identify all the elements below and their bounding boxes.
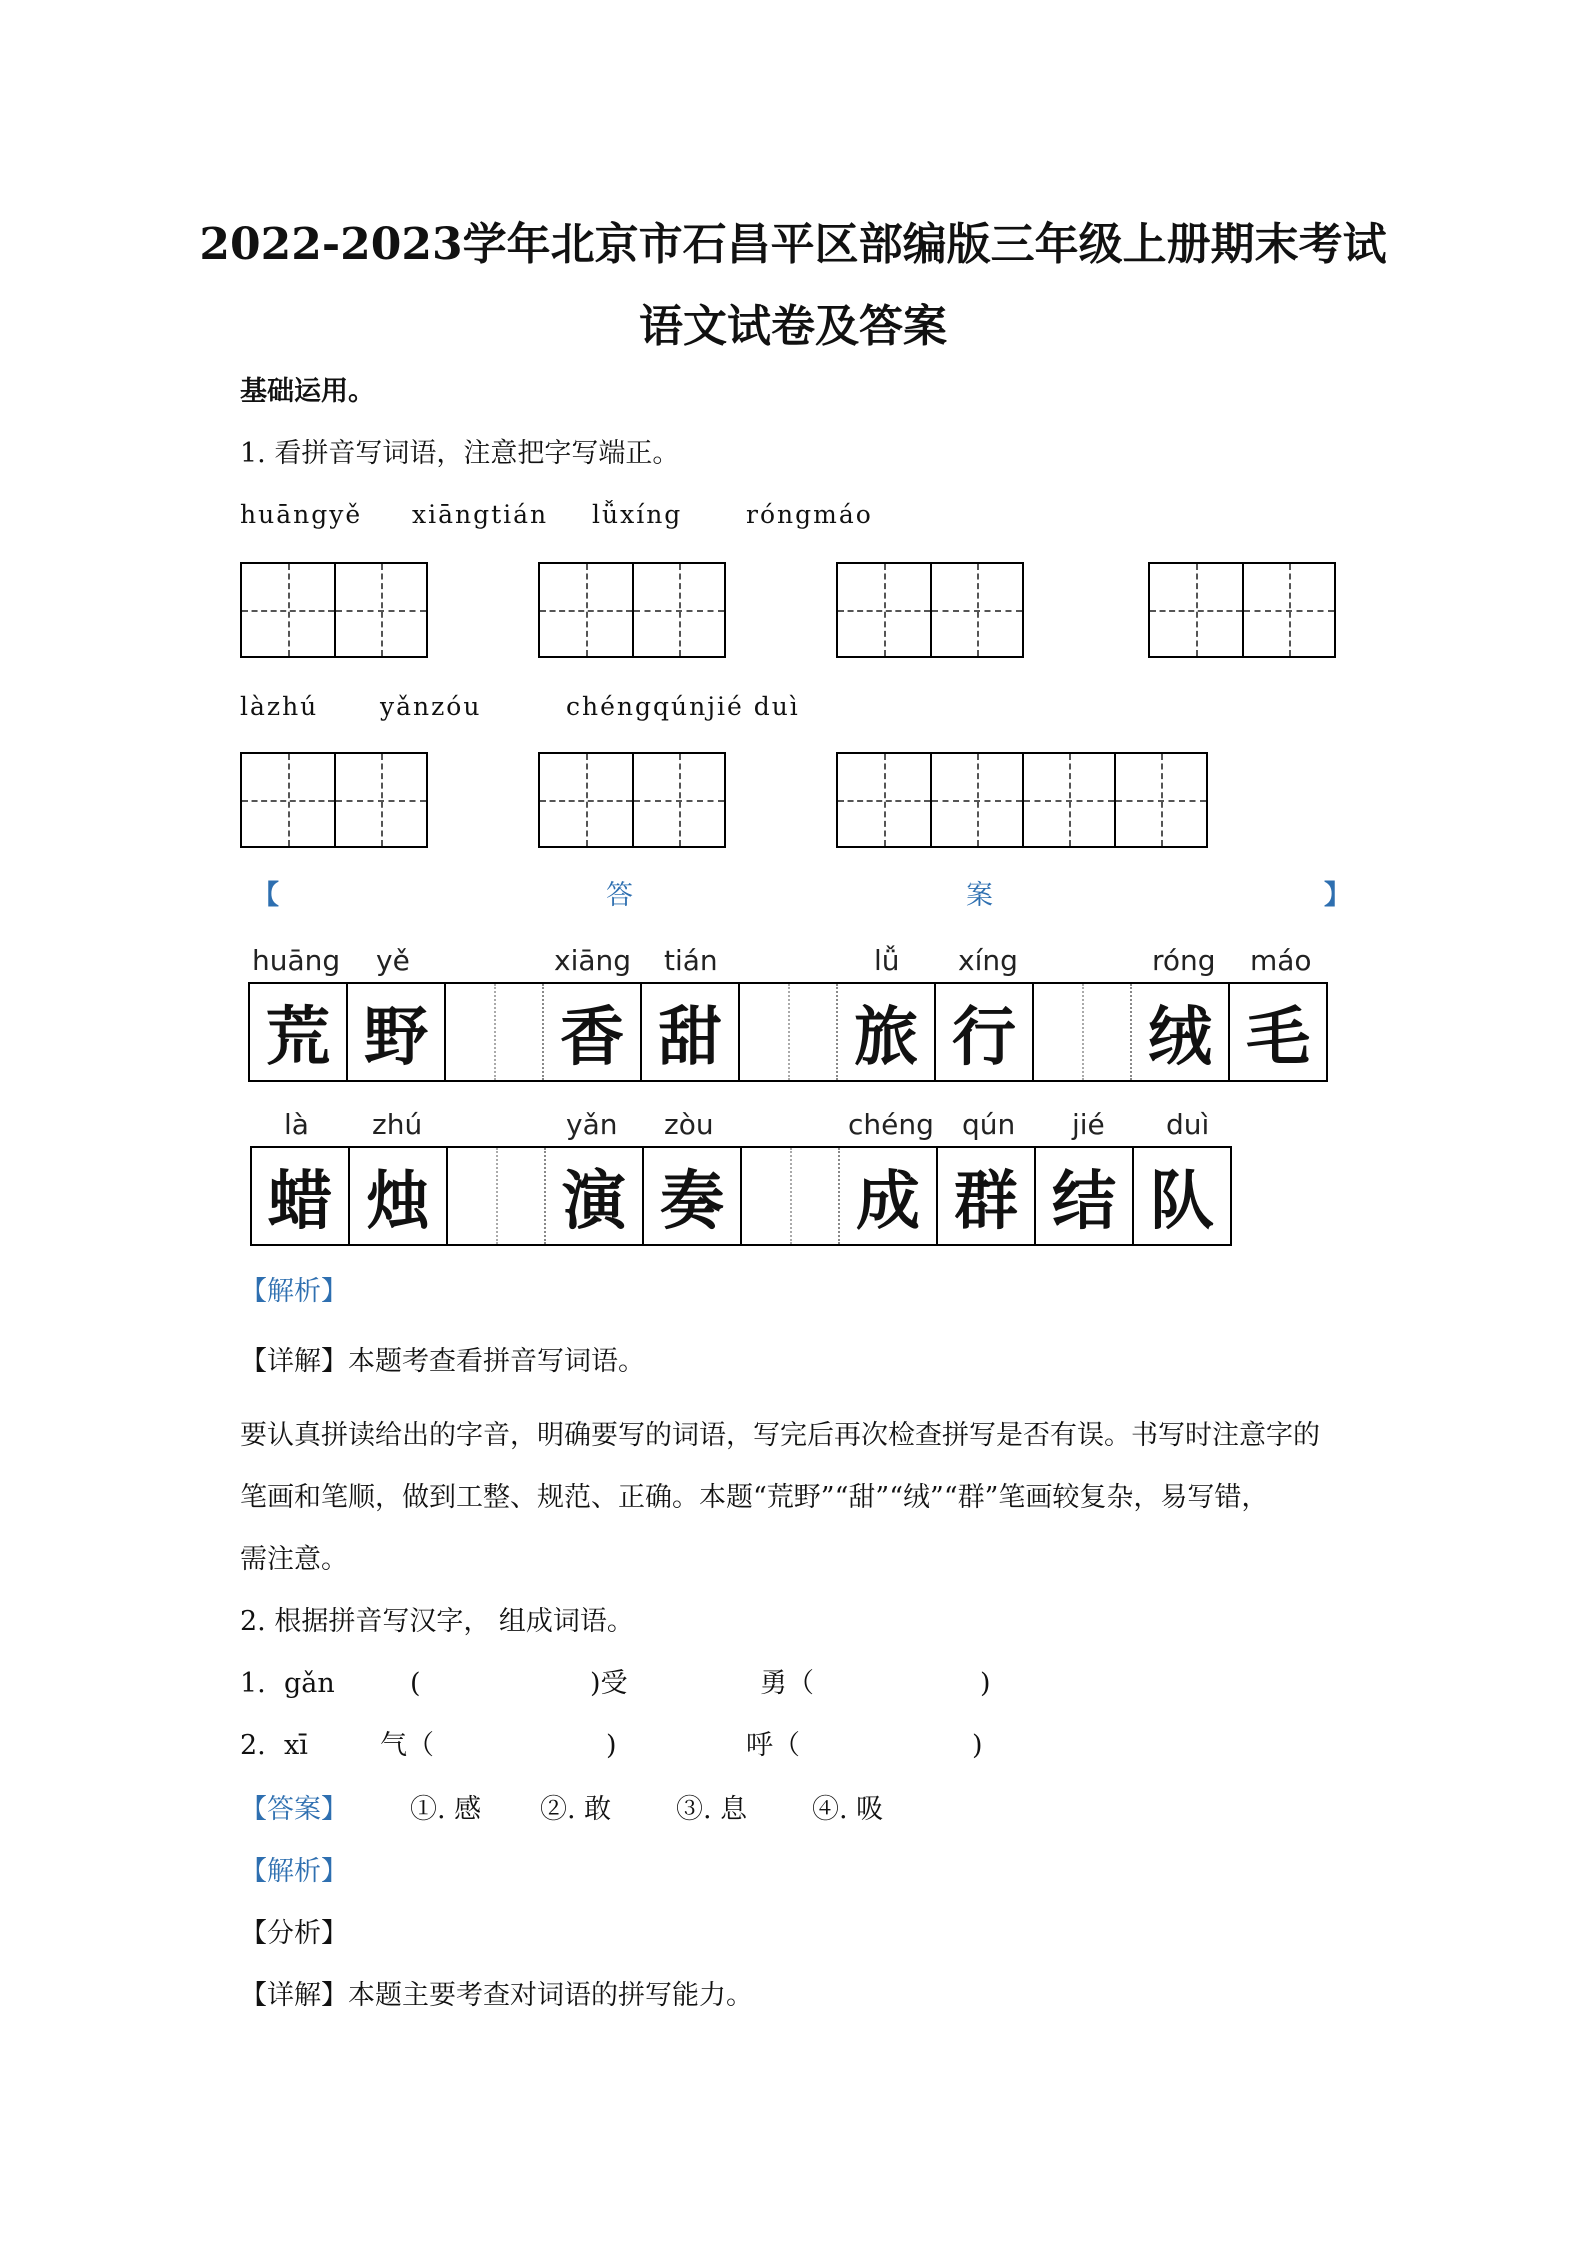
ans-blank-cell xyxy=(742,1148,840,1244)
q1-pinyin-3: lǚxíng xyxy=(592,500,683,529)
q1-pinyin-7: chéngqúnjié duì xyxy=(566,692,800,721)
answer-label-close: 】 xyxy=(1324,880,1351,911)
q2-analysis-label: 【解析】 xyxy=(240,1856,348,1887)
ans-pinyin: là xyxy=(284,1108,309,1141)
q1-pinyin-1: huāngyě xyxy=(240,500,363,529)
ans-char: 队 xyxy=(1134,1148,1232,1244)
ans-pinyin: zhú xyxy=(372,1108,423,1141)
q1-para-1: 要认真拼读给出的字音，明确要写的词语，写完后再次检查拼写是否有误。书写时注意字的 xyxy=(240,1420,1320,1451)
q2-answer-3: ③. 息 xyxy=(676,1794,748,1825)
ans-pinyin: chéng xyxy=(848,1108,934,1141)
ans-pinyin: qún xyxy=(962,1108,1016,1141)
ans-char: 成 xyxy=(840,1148,938,1244)
q1-pinyin-2: xiāngtián xyxy=(412,500,549,529)
ans-blank-cell xyxy=(740,984,838,1080)
writing-box-4[interactable] xyxy=(1148,562,1336,658)
q2-prompt: 2. 根据拼音写汉字， 组成词语。 xyxy=(240,1606,634,1637)
writing-box-7[interactable] xyxy=(836,752,1208,848)
q2-item1-pinyin: gǎn xyxy=(284,1668,335,1699)
answer-grid-row2 xyxy=(250,1146,1232,1246)
ans-pinyin: róng xyxy=(1152,944,1216,977)
answer-label-char1: 答 xyxy=(606,880,633,911)
writing-box-2[interactable] xyxy=(538,562,726,658)
analysis-label: 【解析】 xyxy=(240,1276,348,1307)
q2-answer-1: ①. 感 xyxy=(410,1794,482,1825)
q2-item1-right: 勇（ xyxy=(760,1668,814,1699)
ans-char: 烛 xyxy=(350,1148,448,1244)
ans-char: 甜 xyxy=(642,984,740,1080)
ans-char: 绒 xyxy=(1132,984,1230,1080)
ans-pinyin: máo xyxy=(1250,944,1312,977)
writing-box-6[interactable] xyxy=(538,752,726,848)
ans-char: 演 xyxy=(546,1148,644,1244)
writing-box-5[interactable] xyxy=(240,752,428,848)
ans-pinyin: duì xyxy=(1166,1108,1210,1141)
q2-item2-left-close: ) xyxy=(606,1730,617,1761)
ans-char: 结 xyxy=(1036,1148,1134,1244)
ans-char: 旅 xyxy=(838,984,936,1080)
q2-item2-left: 气（ xyxy=(380,1730,434,1761)
ans-char: 群 xyxy=(938,1148,1036,1244)
q2-item1-open: ( xyxy=(410,1668,421,1699)
answer-label-open: 【 xyxy=(252,880,279,911)
ans-char: 蜡 xyxy=(252,1148,350,1244)
q2-detail: 【详解】本题主要考查对词语的拼写能力。 xyxy=(240,1980,753,2011)
ans-char: 荒 xyxy=(250,984,348,1080)
writing-box-3[interactable] xyxy=(836,562,1024,658)
document-title-line2: 语文试卷及答案 xyxy=(639,301,947,352)
q1-pinyin-5: làzhú xyxy=(240,692,319,721)
ans-pinyin: yě xyxy=(376,944,410,977)
q2-answer-2: ②. 敢 xyxy=(540,1794,612,1825)
q1-para-3: 需注意。 xyxy=(240,1544,348,1575)
ans-pinyin: zòu xyxy=(664,1108,714,1141)
ans-pinyin: jié xyxy=(1072,1108,1105,1141)
ans-pinyin: xíng xyxy=(958,944,1018,977)
q2-answer-label: 【答案】 xyxy=(240,1794,348,1825)
answer-label-char2: 案 xyxy=(966,880,993,911)
q2-item2-right-close: ) xyxy=(972,1730,983,1761)
ans-pinyin: lǚ xyxy=(874,944,900,977)
ans-char: 毛 xyxy=(1230,984,1328,1080)
ans-pinyin: tián xyxy=(664,944,718,977)
q1-para-2: 笔画和笔顺，做到工整、规范、正确。本题“荒野”“甜”“绒”“群”笔画较复杂，易写错， xyxy=(240,1482,1269,1513)
ans-pinyin: huāng xyxy=(252,944,341,977)
ans-char: 香 xyxy=(544,984,642,1080)
q2-answer-4: ④. 吸 xyxy=(812,1794,884,1825)
q1-prompt: 1. 看拼音写词语，注意把字写端正。 xyxy=(240,438,680,469)
ans-blank-cell xyxy=(446,984,544,1080)
ans-blank-cell xyxy=(448,1148,546,1244)
ans-blank-cell xyxy=(1034,984,1132,1080)
ans-char: 奏 xyxy=(644,1148,742,1244)
ans-pinyin: yǎn xyxy=(566,1108,618,1141)
q2-fenxi-label: 【分析】 xyxy=(240,1918,348,1949)
ans-pinyin: xiāng xyxy=(554,944,632,977)
q1-pinyin-4: róngmáo xyxy=(746,500,873,529)
q2-item2-num: 2. xyxy=(240,1730,266,1761)
q2-item1-num: 1. xyxy=(240,1668,266,1699)
ans-char: 野 xyxy=(348,984,446,1080)
q1-pinyin-6: yǎnzóu xyxy=(380,692,482,721)
ans-char: 行 xyxy=(936,984,1034,1080)
writing-box-1[interactable] xyxy=(240,562,428,658)
q2-item1-right-close: ) xyxy=(980,1668,991,1699)
document-title-line1: 2022-2023学年北京市石昌平区部编版三年级上册期末考试 xyxy=(199,219,1387,270)
q2-item2-pinyin: xī xyxy=(284,1730,308,1761)
answer-grid-row1 xyxy=(248,982,1328,1082)
q2-item1-close: )受 xyxy=(590,1668,628,1699)
section-heading: 基础运用。 xyxy=(240,376,375,407)
q2-item2-right: 呼（ xyxy=(746,1730,800,1761)
q1-detail: 【详解】本题考查看拼音写词语。 xyxy=(240,1346,645,1377)
